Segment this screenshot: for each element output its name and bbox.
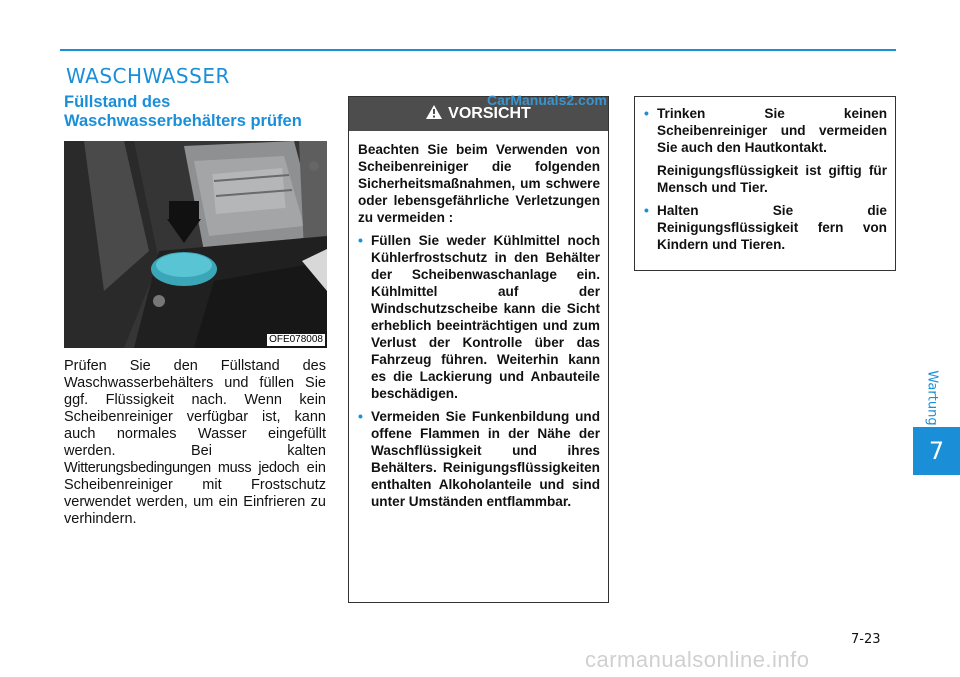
chapter-tab: 7 xyxy=(913,427,960,475)
info-bullet-list-2 xyxy=(644,202,887,253)
caution-bullet: • Vermeiden Sie Funkenbildung und offene Flammen in der Nähe der Waschflüssigkeit und ihres Behälters. Reinigungsflüssigkeiten enthalten Alkoholanteile und sind unter Umständen entflammbar. xyxy=(358,408,600,509)
watermark-bottom: carmanualsonline.info xyxy=(585,647,810,672)
body-text xyxy=(64,358,326,528)
top-rule xyxy=(60,49,896,51)
bullet-dot-icon: • xyxy=(358,232,363,248)
info-bullet-list xyxy=(644,105,887,156)
watermark-top: CarManuals2.com xyxy=(487,92,607,108)
photo-code: OFE078008 xyxy=(269,334,323,345)
info-paragraph: Reinigungsflüssigkeit ist giftig für Mensch und Tier. xyxy=(657,163,887,195)
info-bullet: • Trinken Sie keinen Scheibenreiniger und vermeiden Sie auch den Hautkontakt. xyxy=(644,105,887,155)
caution-bullet-list xyxy=(358,232,600,510)
sub-heading xyxy=(64,93,334,131)
caution-bullet: • Füllen Sie weder Kühlmittel noch Kühlerfrostschutz in den Behälter der Scheibenwaschanlage ein. Kühlmittel auf der Windschutzscheibe kann die Sicht erheblich beeinträchtigen und zum Verlust der Kontrolle über das Fahrzeug führen. Weiterhin kann es die Lackierung und Anbauteile beschädigen. xyxy=(358,232,600,401)
caution-title: VORSICHT xyxy=(448,105,531,122)
info-box xyxy=(634,96,896,271)
engine-bay-illustration xyxy=(64,141,327,348)
body-text-c: ein Scheibenreiniger mit Frostschutz verwendet werden, um ein Einfrieren zu verhindern. xyxy=(64,460,326,527)
bullet-dot-icon: • xyxy=(358,408,363,424)
sub-heading-line2: Waschwasserbehälters prüfen xyxy=(64,112,302,130)
caution-intro: Beachten Sie beim Verwenden von Scheibenreiniger die folgenden Sicherheitsmaßnahmen, um schwere oder lebensgefährliche Verletzungen zu vermeiden : xyxy=(358,142,600,225)
engine-bay-photo xyxy=(64,141,327,348)
side-label: Wartung xyxy=(924,370,940,426)
sub-heading-line1: Füllstand des xyxy=(64,93,171,111)
info-bullet: • Halten Sie die Reinigungsflüssigkeit fern von Kindern und Tieren. xyxy=(644,202,887,252)
page-number: 7-23 xyxy=(851,632,881,647)
body-text-a: Prüfen Sie den Füllstand des Waschwasserbehälters und füllen Sie ggf. Flüssigkeit nach. Wenn kein Scheibenreiniger verfügbar ist, kann auch normales Wasser eingefüllt werden. Bei kalten xyxy=(64,358,326,459)
bullet-dot-icon: • xyxy=(644,202,649,218)
bullet-dot-icon: • xyxy=(644,105,649,121)
caution-box xyxy=(348,96,609,603)
body-text-b: Witterungsbedingungen muss jedoch xyxy=(64,460,300,476)
section-title: WASCHWASSER xyxy=(66,64,230,88)
warning-triangle-icon xyxy=(426,105,442,124)
